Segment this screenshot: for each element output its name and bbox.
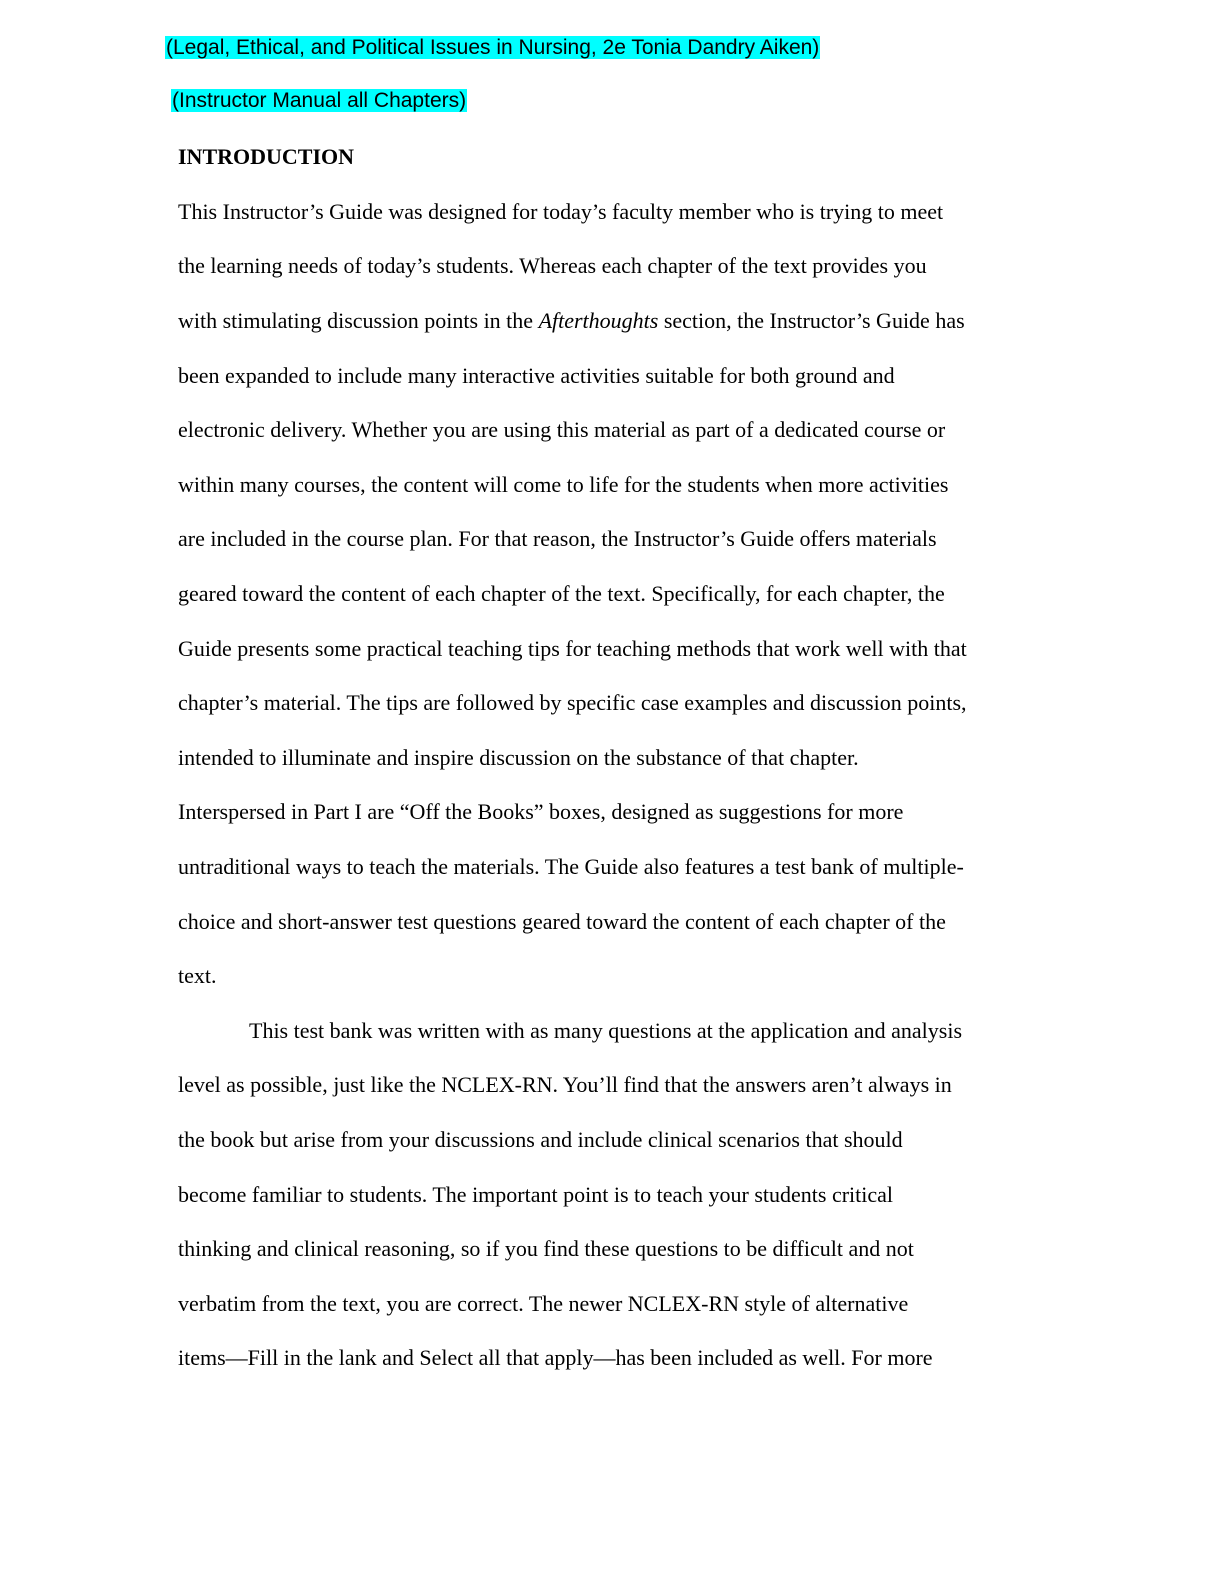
- paragraph-line: the learning needs of today’s students. Whereas each chapter of the text provides you: [178, 253, 927, 278]
- paragraph-text: section, the Instructor’s Guide has: [658, 308, 965, 333]
- paragraph-line: electronic delivery. Whether you are using this material as part of a dedicated course or: [178, 417, 946, 442]
- paragraph-line: geared toward the content of each chapter of the text. Specifically, for each chapter, the: [178, 581, 945, 606]
- highlighted-title: (Legal, Ethical, and Political Issues in Nursing, 2e Tonia Dandry Aiken): [166, 36, 820, 59]
- paragraph-line: level as possible, just like the NCLEX-RN. You’ll find that the answers aren’t always in: [178, 1072, 952, 1097]
- section-heading: INTRODUCTION: [178, 144, 355, 169]
- paragraph-line: intended to illuminate and inspire discussion on the substance of that chapter.: [178, 745, 859, 770]
- paragraph-line: items—Fill in the lank and Select all that apply—has been included as well. For more: [178, 1345, 933, 1370]
- paragraph-line: Guide presents some practical teaching tips for teaching methods that work well with that: [178, 636, 967, 661]
- document-subtitle-line: [171, 88, 467, 114]
- paragraph-line: been expanded to include many interactive activities suitable for both ground and: [178, 363, 895, 388]
- paragraph-line: choice and short-answer test questions geared toward the content of each chapter of the: [178, 909, 946, 934]
- paragraph-line: text.: [178, 963, 217, 988]
- paragraph-text: with stimulating discussion points in the: [178, 308, 539, 333]
- highlighted-subtitle: (Instructor Manual all Chapters): [172, 89, 467, 112]
- paragraph-line: This Instructor’s Guide was designed for today’s faculty member who is trying to meet: [178, 199, 944, 224]
- italic-book-section-title: Afterthoughts: [538, 308, 659, 333]
- paragraph-line: become familiar to students. The important point is to teach your students critical: [178, 1182, 894, 1207]
- paragraph-line: chapter’s material. The tips are followed by specific case examples and discussion points,: [178, 690, 967, 715]
- paragraph-line: thinking and clinical reasoning, so if you find these questions to be difficult and not: [178, 1236, 914, 1261]
- paragraph-line: verbatim from the text, you are correct. The newer NCLEX-RN style of alternative: [178, 1291, 909, 1316]
- paragraph-line: the book but arise from your discussions and include clinical scenarios that should: [178, 1127, 903, 1152]
- paragraph-line: within many courses, the content will come to life for the students when more activities: [178, 472, 949, 497]
- paragraph-line: are included in the course plan. For that reason, the Instructor’s Guide offers materials: [178, 526, 937, 551]
- document-title-line: [165, 35, 820, 61]
- paragraph-line: [178, 307, 965, 335]
- paragraph-line: Interspersed in Part I are “Off the Books” boxes, designed as suggestions for more: [178, 799, 904, 824]
- paragraph-line: This test bank was written with as many questions at the application and analysis: [249, 1018, 963, 1043]
- paragraph-line: untraditional ways to teach the materials. The Guide also features a test bank of multiple-: [178, 854, 964, 879]
